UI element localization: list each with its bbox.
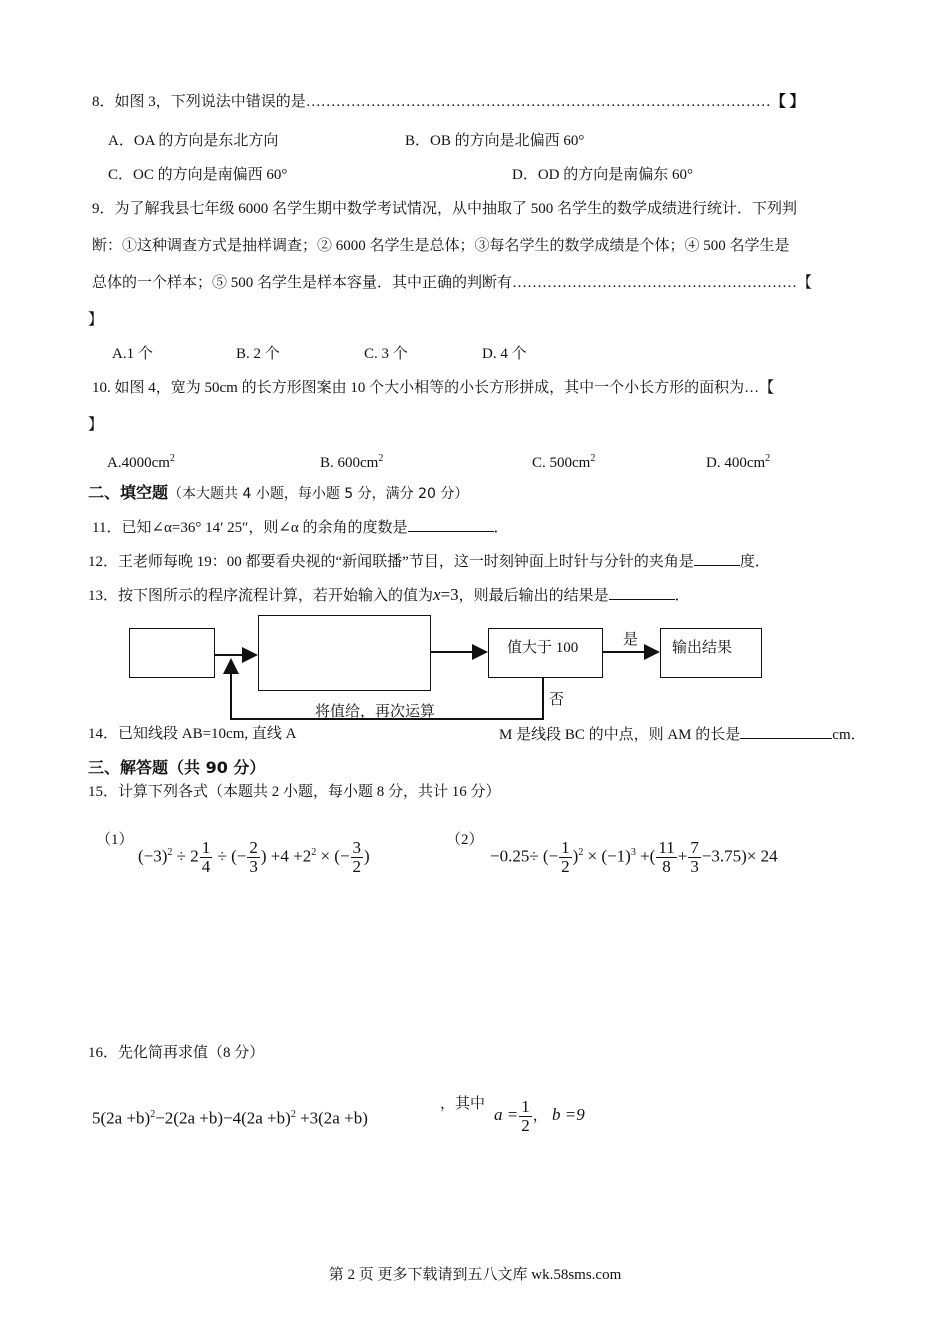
q15-part1-expression: [138, 833, 370, 877]
q12-answer-blank[interactable]: [694, 551, 740, 566]
frac-num: 1: [521, 1096, 530, 1116]
q10-option-d-text: D. 400cm: [706, 455, 766, 471]
frac-den: 8: [662, 857, 671, 877]
q10-option-a-text: A.4000cm: [107, 455, 170, 471]
q16-frac-1-2: [519, 1098, 532, 1135]
q15-p2-f: −3.75)× 24: [701, 846, 778, 866]
frac-num: 11: [658, 838, 675, 858]
frac-num: 1: [201, 838, 211, 858]
q16-text: 16．先化简再求值（8 分）: [88, 1045, 265, 1061]
q15-p2-exp2: 2: [578, 847, 584, 858]
q13-tail: ，则最后输出的结果是: [458, 588, 609, 604]
q8-option-d: D．OD 的方向是南偏东 60°: [512, 167, 693, 183]
q15-p1-frac-2-3: [247, 839, 260, 876]
q15-p2-c: × (−1): [587, 846, 631, 866]
flow-output-label: 输出结果: [672, 640, 733, 656]
q11-end: ．: [493, 520, 509, 536]
flow-no-label: 否: [549, 692, 565, 708]
q15-p1-e: × (−: [320, 846, 350, 866]
q13-text: 13．按下图所示的程序流程计算，若开始输入的值为: [88, 588, 434, 604]
q16-exp-b: 2: [290, 1109, 296, 1120]
q15-p2-b: ): [572, 846, 579, 866]
q10-option-a: [107, 449, 175, 473]
q12-line: [88, 551, 770, 572]
frac-den: 2: [521, 1115, 530, 1135]
q14-text: 14．已知线段 AB=10cm, 直线 A: [88, 726, 297, 742]
q12-end: 度．: [739, 554, 770, 570]
q15-p2-exp3: 3: [630, 847, 636, 858]
q13-answer-blank[interactable]: [609, 585, 675, 600]
q15-p2-frac-7-3: [688, 839, 701, 876]
q9-option-d: D. 4 个: [482, 346, 527, 362]
q10-option-b: [320, 449, 383, 473]
q9-option-b: B. 2 个: [236, 346, 280, 362]
section-2-note: （本大题共 4 小题，每小题 5 分，满分 20 分）: [168, 486, 469, 502]
q10-option-b-sup: 2: [378, 453, 384, 464]
q10-option-a-sup: 2: [169, 453, 175, 464]
q15-p2-frac-1-2: [559, 839, 572, 876]
q13-line: [88, 585, 690, 606]
q15-text: 15．计算下列各式（本题共 2 小题，每小题 8 分，共计 16 分）: [88, 784, 501, 800]
q15-p1-a: (−3): [138, 846, 168, 866]
q13-var: x: [433, 585, 441, 604]
q8-line: [92, 92, 805, 112]
q14-end: cm．: [832, 727, 866, 743]
flow-condition-label: 值大于 100: [507, 640, 579, 656]
q10-line-1: 10. 如图 4，宽为 50cm 的长方形图案由 10 个大小相等的小长方形拼成，其中一个小长方形的面积为…【: [92, 380, 775, 396]
q14-line-tail: [499, 724, 866, 745]
q15-p2-a: −0.25÷ (−: [490, 846, 559, 866]
q8-option-a: A．OA 的方向是东北方向: [108, 133, 279, 149]
flow-compute-box: [258, 615, 431, 691]
q15-p1-d: ) +4 +2: [260, 846, 312, 866]
frac-den: 3: [249, 857, 258, 877]
q10-option-c-sup: 2: [590, 453, 596, 464]
q16-expr-c: +3(2a +b): [295, 1108, 368, 1128]
q15-p1-frac-3-2: [351, 839, 364, 876]
q15-p2-frac-11-8: [656, 839, 676, 876]
q13-end: ．: [674, 588, 690, 604]
q16-b-eq: b =9: [552, 1105, 585, 1124]
frac-num: 1: [561, 838, 570, 858]
q9-option-a: A.1 个: [112, 346, 153, 362]
q14-text2: M 是线段 BC 的中点，则 AM 的长是: [499, 727, 741, 743]
frac-den: 2: [561, 857, 570, 877]
q16-where: ，其中: [440, 1096, 486, 1112]
frac-num: 3: [352, 838, 362, 858]
q15-part1-label: （1）: [96, 832, 134, 848]
q8-answer-bracket: 【 】: [770, 94, 805, 110]
q9-line-3: 总体的一个样本；⑤ 500 名学生是样本容量．其中正确的判断有…………………………………………………【: [92, 275, 813, 291]
q15-p1-frac-1-4: [200, 839, 213, 876]
q15-p2-d: +(: [640, 846, 656, 866]
q15-p1-c: ÷ (−: [217, 846, 247, 866]
q16-expr-a: 5(2a +b): [92, 1108, 151, 1128]
q11-line: [92, 517, 509, 538]
q15-p1-b: ÷ 2: [176, 846, 199, 866]
q15-p2-e: +: [677, 846, 688, 866]
q10-option-b-text: B. 600cm: [320, 455, 379, 471]
q8-stem: 8．如图 3，下列说法中错误的是: [92, 94, 306, 110]
q12-text: 12．王老师每晚 19：00 都要看央视的“新闻联播”节目，这一时刻钟面上时针与分针的夹角是: [88, 554, 694, 570]
q15-part2-expression: [490, 833, 778, 877]
frac-den: 3: [690, 857, 699, 877]
q9-line-2: 断：①这种调查方式是抽样调查；② 6000 名学生是总体；③每名学生的数学成绩是个体；④ 500 名学生是: [92, 238, 790, 254]
q8-option-b: B．OB 的方向是北偏西 60°: [405, 133, 585, 149]
section-2-title: 二、填空题: [88, 483, 169, 502]
q14-line: [88, 724, 296, 744]
flow-loop-label: 将值给，再次运算: [315, 704, 436, 720]
q11-answer-blank[interactable]: [408, 517, 494, 532]
q15-p1-exp: 2: [167, 847, 173, 858]
flow-yes-label: 是: [623, 632, 639, 648]
q16-values: [494, 1095, 585, 1136]
q16-expression: [92, 1095, 368, 1139]
section-3-heading: 三、解答题（共 90 分）: [88, 758, 266, 777]
q9-line-4: 】: [88, 312, 104, 328]
q15-p1-exp2: 2: [311, 847, 317, 858]
q16-exp-a: 2: [150, 1109, 156, 1120]
q10-option-d-sup: 2: [765, 453, 771, 464]
frac-num: 2: [249, 838, 258, 858]
page-footer: 第 2 页 更多下载请到五八文库 wk.58sms.com: [328, 1267, 622, 1283]
q10-option-c-text: C. 500cm: [532, 455, 591, 471]
q10-line-2: 】: [88, 417, 104, 433]
q13-eq: =3: [440, 585, 459, 604]
q14-answer-blank[interactable]: [740, 724, 832, 739]
flow-input-box: [129, 628, 215, 678]
frac-num: 7: [690, 838, 699, 858]
q16-expr-b: −2(2a +b)−4(2a +b): [155, 1108, 291, 1128]
q15-part2-label: （2）: [446, 832, 484, 848]
q9-option-c: C. 3 个: [364, 346, 408, 362]
q15-p1-f: ): [364, 846, 370, 866]
frac-den: 2: [352, 857, 362, 877]
section-2-heading: [88, 483, 468, 504]
q16-a-eq: a =: [494, 1105, 519, 1124]
frac-den: 4: [201, 857, 211, 877]
q8-dots: …………………………………………………………………………………: [305, 94, 771, 110]
q16-comma: ，: [532, 1108, 548, 1124]
q8-option-c: C．OC 的方向是南偏西 60°: [108, 167, 288, 183]
q11-text: 11．已知∠α=36° 14′ 25″，则∠α 的余角的度数是: [92, 520, 408, 536]
q10-option-d: [706, 449, 770, 473]
q9-line-1: 9．为了解我县七年级 6000 名学生期中数学考试情况，从中抽取了 500 名学生的数学成绩进行统计．下列判: [92, 201, 798, 217]
q10-option-c: [532, 449, 595, 473]
